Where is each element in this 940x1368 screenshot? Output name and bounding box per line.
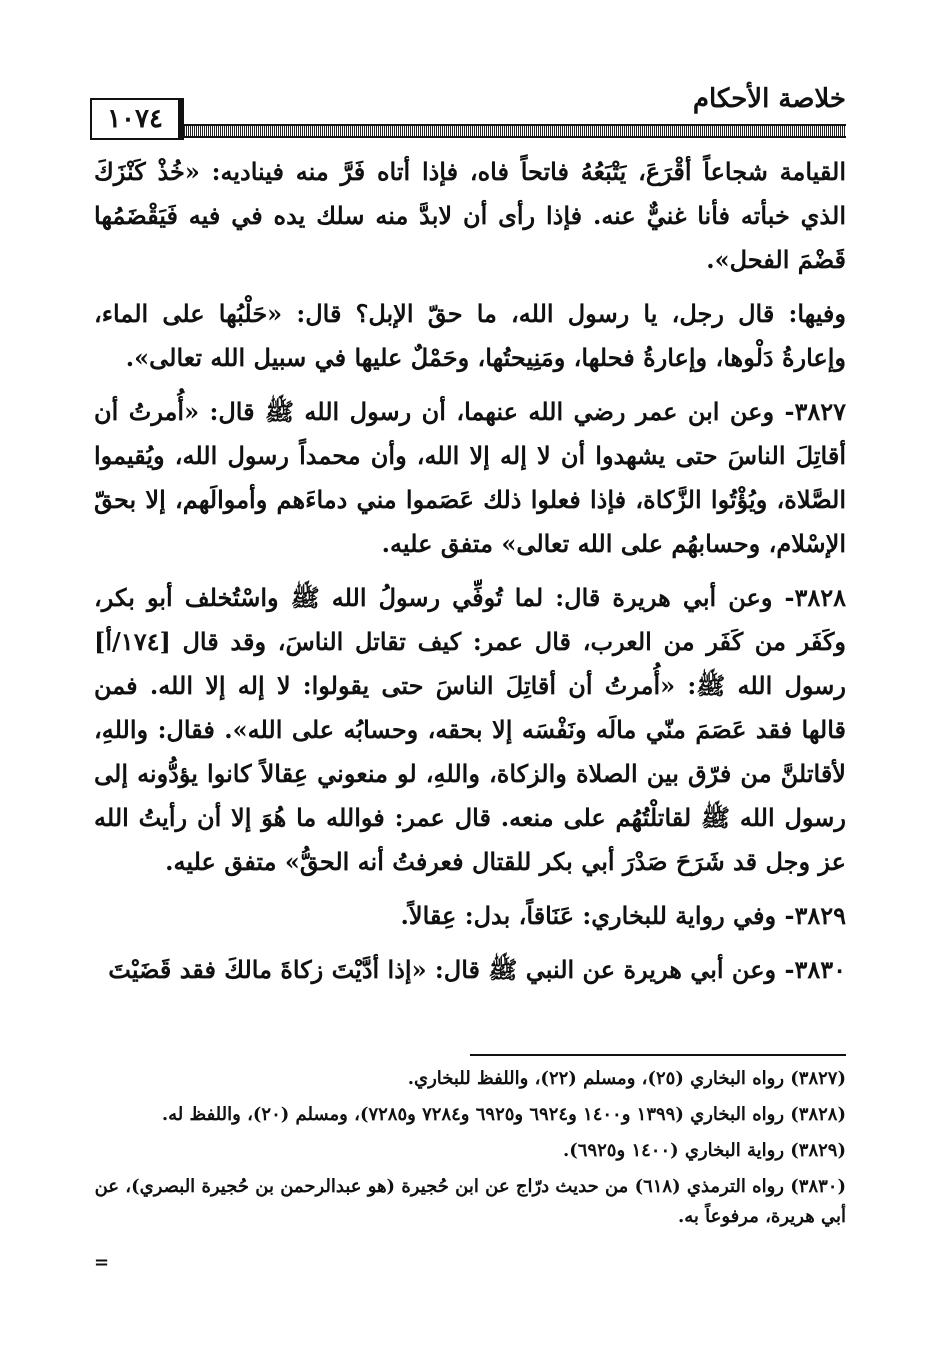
page-header <box>90 84 846 140</box>
footnote-separator <box>470 1054 846 1056</box>
main-text <box>94 150 846 1002</box>
header-rule <box>90 124 846 138</box>
hadith-3827: ٣٨٢٧- وعن ابن عمر رضي الله عنهما، أن رسول الله ﷺ قال: «أُمرتُ أن أقاتِلَ الناسَ حتى يشهدوا أن لا إله إلا الله، وأن محمداً رسول الله، ويُقيموا الصَّلاة، ويُؤْتُوا الزَّكاة، فإذا فعلوا ذلك عَصَموا مني دماءَهم وأموالَهم، إلا بحقّ الإسْلام، وحسابهُم على الله تعالى» متفق عليه. <box>94 397 846 558</box>
continuation-mark: = <box>94 1252 110 1273</box>
hadith-3830: ٣٨٣٠- وعن أبي هريرة عن النبي ﷺ قال: «إذا أدَّيْتَ زكاةَ مالكَ فقد قَضَيْتَ <box>108 955 846 984</box>
paragraph: وفيها: قال رجل، يا رسول الله، ما حقّ الإبل؟ قال: «حَلْبُها على الماء، وإعارةُ دَلْوها، وإعارةُ فحلها، ومَنِيحتُها، وحَمْلٌ عليها في سبيل الله تعالى». <box>94 299 846 372</box>
footnote: (٣٨٢٧) رواه البخاري (٢٥)، ومسلم (٢٢)، واللفظ للبخاري. <box>407 1068 846 1089</box>
footnotes <box>94 1064 846 1238</box>
footnote: (٣٨٢٨) رواه البخاري (١٣٩٩ و١٤٠٠ و٦٩٢٤ و٦٩٢٥ و٧٢٨٤ و٧٢٨٥)، ومسلم (٢٠)، واللفظ له. <box>161 1104 846 1125</box>
paragraph: القيامة شجاعاً أقْرَعَ، يَتْبَعُهُ فاتحاً فاه، فإذا أتاه فَرَّ منه فيناديه: «خُذْ كَنْزَكَ الذي خبأته فأنا غنيٌّ عنه. فإذا رأى أن لابدَّ منه سلك يده في فيه فَيَقْضَمُها قَضْمَ الفحل». <box>94 157 846 274</box>
hadith-3829: ٣٨٢٩- وفي رواية للبخاري: عَنَاقاً، بدل: عِقالاً. <box>400 901 846 930</box>
page-number-box <box>90 98 180 140</box>
page-number: ١٠٧٤ <box>107 104 163 134</box>
hadith-3828: ٣٨٢٨- وعن أبي هريرة قال: لما تُوفِّي رسولُ الله ﷺ واسْتُخلف أبو بكر، وكَفَر من كَفَر من العرب، قال عمر: كيف تقاتل الناسَ، وقد قال [١٧٤/أ] رسول الله ﷺ: «أُمرتُ أن أقاتِلَ الناسَ حتى يقولوا: لا إله إلا الله. فمن قالها فقد عَصَمَ منّي مالَه ونَفْسَه إلا بحقه، وحسابُه على الله». فقال: واللهِ، لأقاتلنَّ من فرّق بين الصلاة والزكاة، واللهِ، لو منعوني عِقالاً كانوا يؤدُّونه إلى رسول الله ﷺ لقاتلْتُهُم على منعه. قال عمر: فوالله ما هُوَ إلا أن رأيتُ الله عز وجل قد شَرَحَ صَدْرَ أبي بكر للقتال فعرفتُ أنه الحقُّ» متفق عليه. <box>94 583 846 876</box>
footnote: (٣٨٢٩) رواية البخاري (١٤٠٠ و٦٩٢٥). <box>563 1140 846 1161</box>
footnote: (٣٨٣٠) رواه الترمذي (٦١٨) من حديث درّاج عن ابن حُجيرة (هو عبدالرحمن بن حُجيرة البصري)، عن أبي هريرة، مرفوعاً به. <box>94 1176 846 1227</box>
running-title: خلاصة الأحكام <box>692 84 846 114</box>
